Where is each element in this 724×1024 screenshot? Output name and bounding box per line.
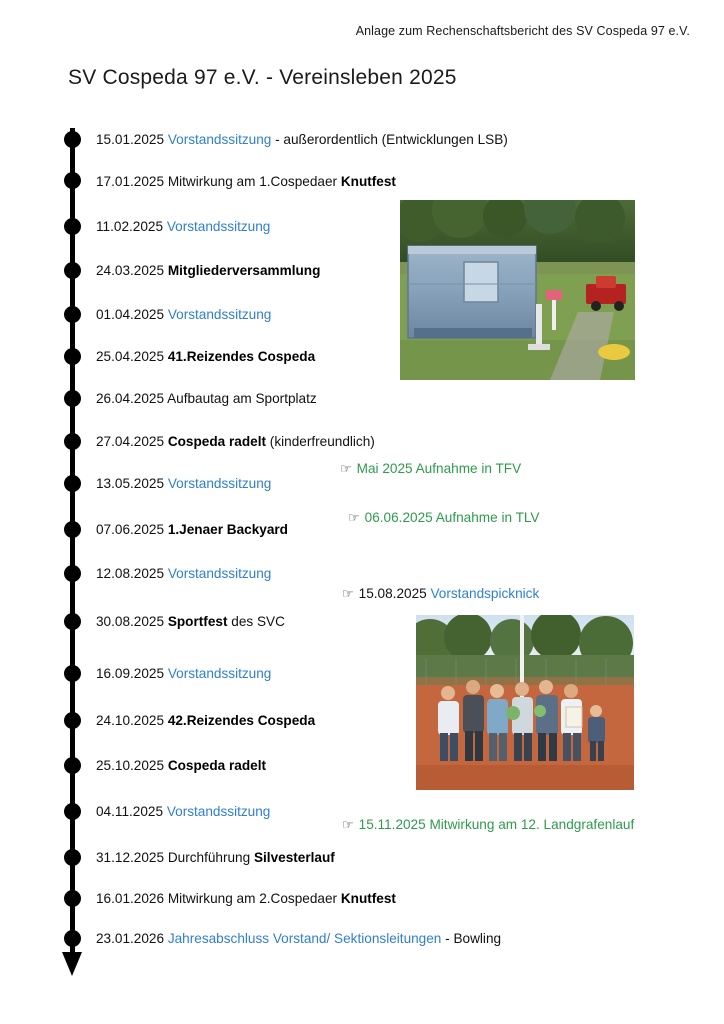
- event-highlight: Vorstandssitzung: [167, 566, 272, 581]
- timeline-dot: [64, 849, 81, 866]
- timeline-dot: [64, 930, 81, 947]
- timeline-event: [96, 615, 285, 629]
- event-date: 07.06.2025: [96, 522, 168, 537]
- sidenote-date: 15.08.2025: [358, 586, 431, 601]
- photo-gruppenbild: [416, 615, 634, 790]
- event-date: 23.01.2026: [96, 931, 168, 946]
- pointing-hand-icon: ☞: [348, 510, 360, 525]
- event-highlight: Knutfest: [340, 174, 396, 189]
- timeline-dot: [64, 172, 81, 189]
- timeline-event: [96, 350, 315, 364]
- event-prefix: Mitwirkung am 2.Cospedaer: [167, 891, 341, 906]
- event-date: 13.05.2025: [96, 476, 168, 491]
- timeline-dot: [64, 665, 81, 682]
- header-note: Anlage zum Rechenschaftsbericht des SV Cospeda 97 e.V.: [355, 24, 690, 38]
- timeline-event: [96, 851, 335, 865]
- timeline-dot: [64, 565, 81, 582]
- event-date: 15.01.2025: [96, 132, 168, 147]
- sidenote: [342, 818, 634, 832]
- event-suffix: - Bowling: [441, 931, 502, 946]
- sidenote: [342, 587, 539, 601]
- timeline-event: [96, 892, 396, 906]
- page-title: SV Cospeda 97 e.V. - Vereinsleben 2025: [68, 66, 457, 89]
- timeline-event: [96, 759, 266, 773]
- event-highlight: 1.Jenaer Backyard: [167, 522, 288, 537]
- timeline-event: [96, 435, 375, 449]
- event-prefix: Durchführung: [167, 850, 254, 865]
- timeline-dot: [64, 262, 81, 279]
- timeline-event: [96, 477, 271, 491]
- event-date: 12.08.2025: [96, 566, 168, 581]
- timeline-dot: [64, 306, 81, 323]
- sidenote: [348, 511, 540, 525]
- timeline-dot: [64, 757, 81, 774]
- event-highlight: Jahresabschluss Vorstand/ Sektionsleitungen: [167, 931, 442, 946]
- event-highlight: Vorstandssitzung: [167, 476, 272, 491]
- event-highlight: Cospeda radelt: [167, 758, 267, 773]
- event-date: 11.02.2025: [96, 219, 167, 234]
- event-highlight: Vorstandssitzung: [166, 219, 271, 234]
- timeline-event: [96, 175, 396, 189]
- event-date: 30.08.2025: [96, 614, 168, 629]
- timeline-dot: [64, 890, 81, 907]
- timeline-dot: [64, 348, 81, 365]
- event-highlight: 42.Reizendes Cospeda: [167, 713, 316, 728]
- event-highlight: Sportfest: [167, 614, 228, 629]
- timeline-event: [96, 220, 270, 234]
- timeline-event: [96, 308, 271, 322]
- timeline-arrow-icon: [62, 952, 82, 976]
- pointing-hand-icon: ☞: [340, 461, 352, 476]
- photo-bauwagen: [400, 200, 635, 380]
- event-date: 16.01.2026: [96, 891, 168, 906]
- timeline-event: [96, 523, 288, 537]
- event-suffix: (kinderfreundlich): [266, 434, 375, 449]
- event-highlight: Silvesterlauf: [253, 850, 335, 865]
- event-highlight: Mitgliederversammlung: [167, 263, 321, 278]
- event-suffix: des SVC: [227, 614, 285, 629]
- timeline-dot: [64, 613, 81, 630]
- timeline-dot: [64, 131, 81, 148]
- timeline-dot: [64, 390, 81, 407]
- sidenote-text: Mai 2025 Aufnahme in TFV: [356, 461, 522, 476]
- timeline-dot: [64, 433, 81, 450]
- timeline-event: [96, 667, 271, 681]
- event-suffix: - außerordentlich (Entwicklungen LSB): [271, 132, 508, 147]
- sidenote-text: Vorstandspicknick: [430, 586, 540, 601]
- pointing-hand-icon: ☞: [342, 586, 354, 601]
- timeline-dot: [64, 218, 81, 235]
- timeline-event: [96, 392, 317, 406]
- timeline-event: [96, 932, 501, 946]
- event-date: 25.04.2025: [96, 349, 168, 364]
- event-date: 04.11.2025: [96, 804, 167, 819]
- event-date: 24.10.2025: [96, 713, 168, 728]
- sidenote-text: 06.06.2025 Aufnahme in TLV: [364, 510, 540, 525]
- event-date: 16.09.2025: [96, 666, 168, 681]
- timeline-dot: [64, 521, 81, 538]
- timeline-event: [96, 567, 271, 581]
- timeline-dot: [64, 475, 81, 492]
- event-date: 24.03.2025: [96, 263, 168, 278]
- sidenote: [340, 462, 521, 476]
- event-date: 26.04.2025: [96, 391, 168, 406]
- event-date: 25.10.2025: [96, 758, 168, 773]
- event-highlight: Knutfest: [340, 891, 396, 906]
- event-date: 01.04.2025: [96, 307, 168, 322]
- event-highlight: Vorstandssitzung: [167, 307, 272, 322]
- timeline-event: [96, 714, 315, 728]
- event-prefix: Aufbautag am Sportplatz: [167, 391, 317, 406]
- pointing-hand-icon: ☞: [342, 817, 354, 832]
- timeline-event: [96, 264, 320, 278]
- event-date: 31.12.2025: [96, 850, 168, 865]
- event-highlight: Cospeda radelt: [167, 434, 267, 449]
- sidenote-text: 15.11.2025 Mitwirkung am 12. Landgrafenlauf: [358, 817, 635, 832]
- event-highlight: Vorstandssitzung: [167, 666, 272, 681]
- event-date: 17.01.2025: [96, 174, 168, 189]
- timeline-dot: [64, 803, 81, 820]
- event-prefix: Mitwirkung am 1.Cospedaer: [167, 174, 341, 189]
- event-date: 27.04.2025: [96, 434, 168, 449]
- timeline-axis: [70, 128, 75, 958]
- timeline-dot: [64, 712, 81, 729]
- event-highlight: 41.Reizendes Cospeda: [167, 349, 316, 364]
- timeline-event: [96, 805, 270, 819]
- event-highlight: Vorstandssitzung: [166, 804, 271, 819]
- event-highlight: Vorstandssitzung: [167, 132, 272, 147]
- timeline-event: [96, 133, 508, 147]
